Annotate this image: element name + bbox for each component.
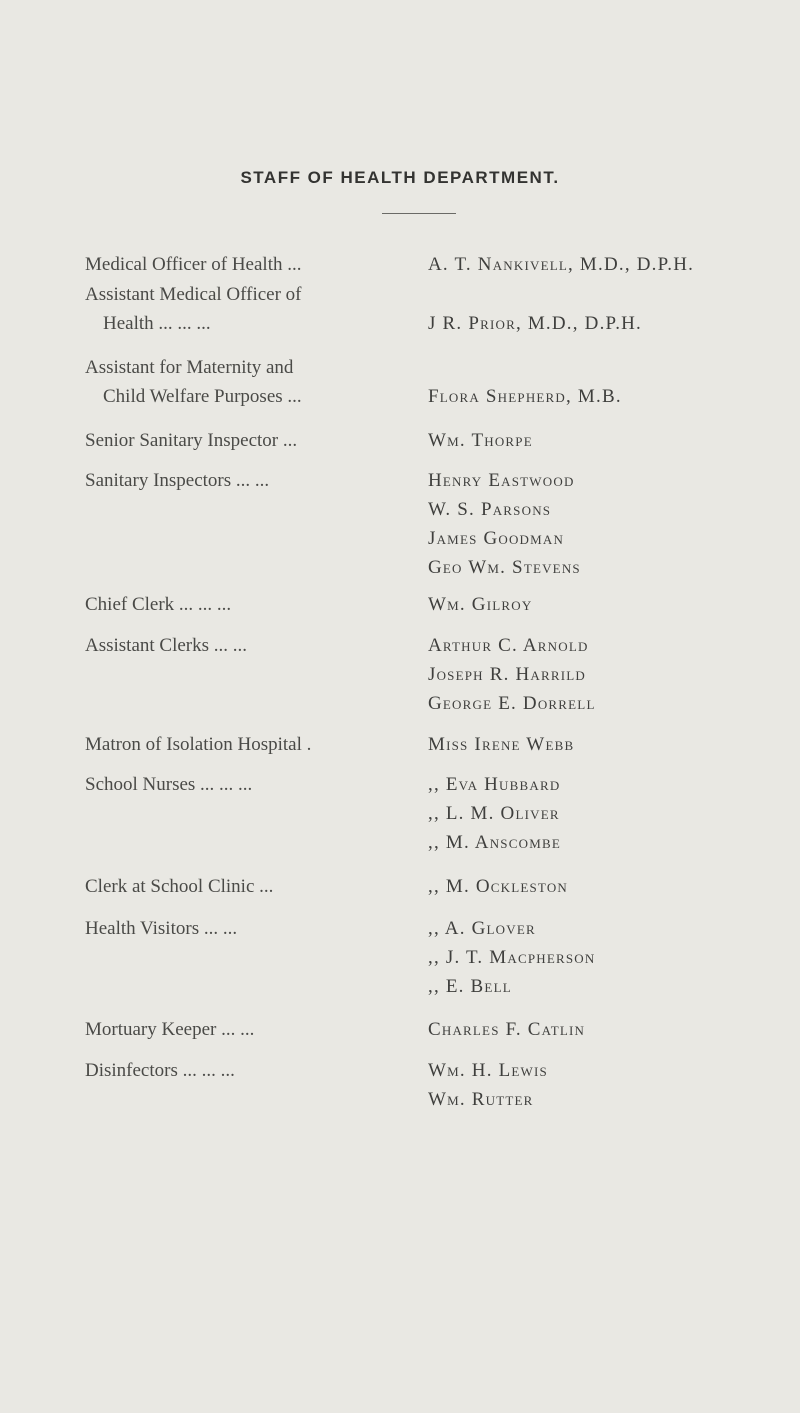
name-list bbox=[428, 426, 798, 455]
staff-name: Wm. H. Lewis bbox=[428, 1060, 548, 1081]
page-title: STAFF OF HEALTH DEPARTMENT. bbox=[240, 168, 560, 187]
role-label: Disinfectors ... ... ... bbox=[85, 1060, 235, 1081]
role-label: Mortuary Keeper ... ... bbox=[85, 1019, 255, 1040]
role-label: Sanitary Inspectors ... ... bbox=[85, 470, 270, 491]
staff-name: Wm. Rutter bbox=[428, 1089, 534, 1110]
role-label: Assistant for Maternity and Child Welfare Purposes ... bbox=[85, 357, 302, 407]
name-list bbox=[428, 631, 798, 718]
staff-name: J R. Prior, M.D., D.P.H. bbox=[428, 313, 643, 334]
name-list bbox=[428, 250, 798, 279]
role-label: Medical Officer of Health ... bbox=[85, 254, 302, 275]
name-list bbox=[428, 382, 798, 411]
staff-name: Flora Shepherd, M.B. bbox=[428, 386, 622, 407]
staff-name: ,, L. M. Oliver bbox=[428, 803, 560, 824]
staff-name: W. S. Parsons bbox=[428, 499, 552, 520]
name-list bbox=[428, 770, 798, 857]
staff-name: George E. Dorrell bbox=[428, 693, 596, 714]
name-list bbox=[428, 914, 798, 1001]
name-list bbox=[428, 872, 798, 901]
staff-name: ,, M. Ockleston bbox=[428, 876, 569, 897]
staff-name: ,, Eva Hubbard bbox=[428, 774, 561, 795]
role-label: Chief Clerk ... ... ... bbox=[85, 594, 232, 615]
staff-name: Arthur C. Arnold bbox=[428, 635, 589, 656]
staff-name: Charles F. Catlin bbox=[428, 1019, 586, 1040]
staff-name: ,, J. T. Macpherson bbox=[428, 947, 596, 968]
role-label: Assistant Medical Officer of Health ... ... ... bbox=[85, 284, 302, 334]
role-label: Senior Sanitary Inspector ... bbox=[85, 430, 298, 451]
staff-name: ,, E. Bell bbox=[428, 976, 512, 997]
role-label: Assistant Clerks ... ... bbox=[85, 635, 248, 656]
staff-name: Wm. Thorpe bbox=[428, 430, 533, 451]
role-label: Health Visitors ... ... bbox=[85, 918, 238, 939]
name-list bbox=[428, 1056, 798, 1114]
staff-name: Geo Wm. Stevens bbox=[428, 557, 581, 578]
staff-name: Miss Irene Webb bbox=[428, 734, 575, 755]
staff-name: ,, M. Anscombe bbox=[428, 832, 561, 853]
staff-name: Joseph R. Harrild bbox=[428, 664, 587, 685]
name-list bbox=[428, 1015, 798, 1044]
role-label: Matron of Isolation Hospital . bbox=[85, 734, 312, 755]
role-label: Clerk at School Clinic ... bbox=[85, 876, 274, 897]
name-list bbox=[428, 466, 798, 582]
title-rule bbox=[382, 213, 456, 214]
staff-name: ,, A. Glover bbox=[428, 918, 536, 939]
staff-name: Henry Eastwood bbox=[428, 470, 575, 491]
staff-name: James Goodman bbox=[428, 528, 565, 549]
staff-name: A. T. Nankivell, M.D., D.P.H. bbox=[428, 254, 695, 275]
name-list bbox=[428, 730, 798, 759]
role-label: School Nurses ... ... ... bbox=[85, 774, 253, 795]
name-list bbox=[428, 590, 798, 619]
staff-name: Wm. Gilroy bbox=[428, 594, 533, 615]
name-list bbox=[428, 309, 798, 338]
